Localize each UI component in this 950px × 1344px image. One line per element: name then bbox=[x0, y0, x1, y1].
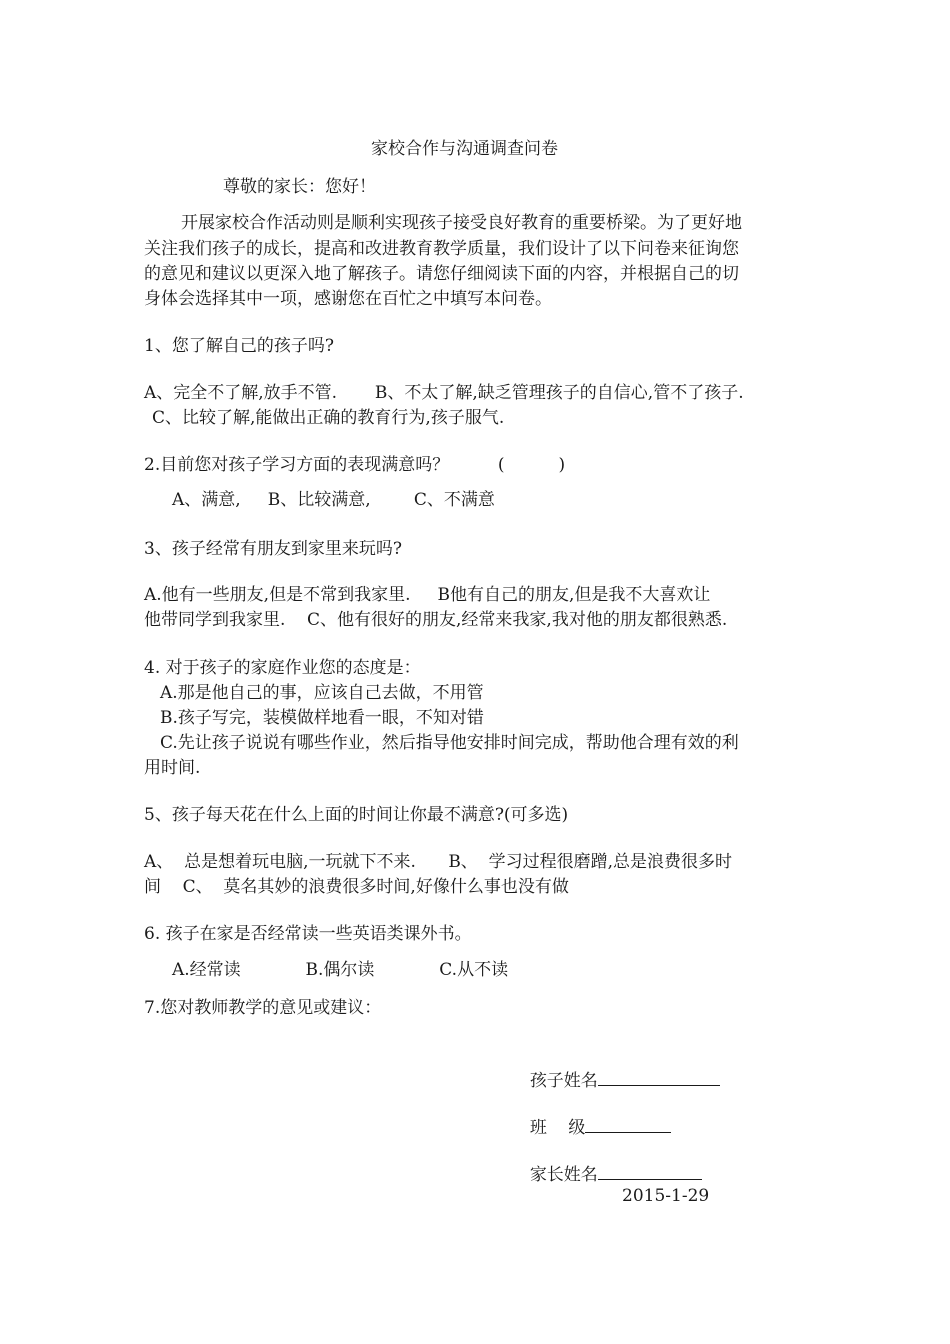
question-3-options-line-2: 他带同学到我家里. C、他有很好的朋友,经常来我家,我对他的朋友都很熟悉. bbox=[144, 610, 728, 630]
class-row bbox=[519, 1090, 671, 1140]
question-5-options-line-1: A、 总是想着玩电脑,一玩就下不来. B、 学习过程很磨蹭,总是浪费很多时 bbox=[144, 852, 733, 872]
question-6: 6. 孩子在家是否经常读一些英语类课外书。 bbox=[144, 924, 472, 944]
child-name-label: 孩子姓名 bbox=[529, 1071, 598, 1091]
question-3-options-line-1: A.他有一些朋友,但是不常到我家里. B他有自己的朋友,但是我不大喜欢让 bbox=[144, 585, 711, 605]
question-2-options: A、满意, B、比较满意, C、不满意 bbox=[172, 490, 495, 510]
intro-line-2: 关注我们孩子的成长，提高和改进教育教学质量，我们设计了以下问卷来征询您 bbox=[144, 239, 739, 259]
question-1: 1、您了解自己的孩子吗? bbox=[144, 336, 334, 356]
intro-line-1: 开展家校合作活动则是顺利实现孩子接受良好教育的重要桥梁。为了更好地 bbox=[181, 213, 742, 233]
question-4-option-b: B.孩子写完，装模做样地看一眼，不知对错 bbox=[160, 708, 484, 728]
date: 2015-1-29 bbox=[622, 1186, 710, 1206]
question-4-option-c-continued: 用时间. bbox=[144, 758, 201, 778]
parent-name-row bbox=[519, 1137, 702, 1187]
parent-name-label: 家长姓名 bbox=[529, 1165, 598, 1185]
child-name-field[interactable] bbox=[598, 1067, 720, 1086]
question-5-options-line-2: 间 C、 莫名其妙的浪费很多时间,好像什么事也没有做 bbox=[144, 877, 569, 897]
question-7: 7.您对教师教学的意见或建议： bbox=[144, 998, 382, 1018]
class-label: 班 级 bbox=[529, 1118, 586, 1138]
parent-name-field[interactable] bbox=[598, 1161, 702, 1180]
question-5: 5、孩子每天花在什么上面的时间让你最不满意?(可多选) bbox=[144, 805, 569, 825]
question-4-option-a: A.那是他自己的事，应该自己去做，不用管 bbox=[160, 683, 484, 703]
greeting: 尊敬的家长：您好！ bbox=[223, 177, 376, 197]
question-4: 4. 对于孩子的家庭作业您的态度是： bbox=[144, 658, 421, 678]
question-3: 3、孩子经常有朋友到家里来玩吗? bbox=[144, 539, 402, 559]
question-4-option-c: C.先让孩子说说有哪些作业，然后指导他安排时间完成，帮助他合理有效的利 bbox=[160, 733, 739, 753]
intro-line-4: 身体会选择其中一项，感谢您在百忙之中填写本问卷。 bbox=[144, 289, 552, 309]
class-field[interactable] bbox=[585, 1114, 671, 1133]
page-title: 家校合作与沟通调查问卷 bbox=[371, 139, 558, 159]
question-1-options-line-2: C、比较了解,能做出正确的教育行为,孩子服气. bbox=[152, 408, 505, 428]
child-name-row bbox=[519, 1043, 720, 1093]
question-2: 2.目前您对孩子学习方面的表现满意吗？ ( ) bbox=[144, 455, 566, 475]
question-6-options: A.经常读 B.偶尔读 C.从不读 bbox=[172, 960, 509, 980]
intro-line-3: 的意见和建议以更深入地了解孩子。请您仔细阅读下面的内容，并根据自己的切 bbox=[144, 264, 739, 284]
question-1-options-line-1: A、完全不了解,放手不管. B、不太了解,缺乏管理孩子的自信心,管不了孩子. bbox=[144, 383, 744, 403]
